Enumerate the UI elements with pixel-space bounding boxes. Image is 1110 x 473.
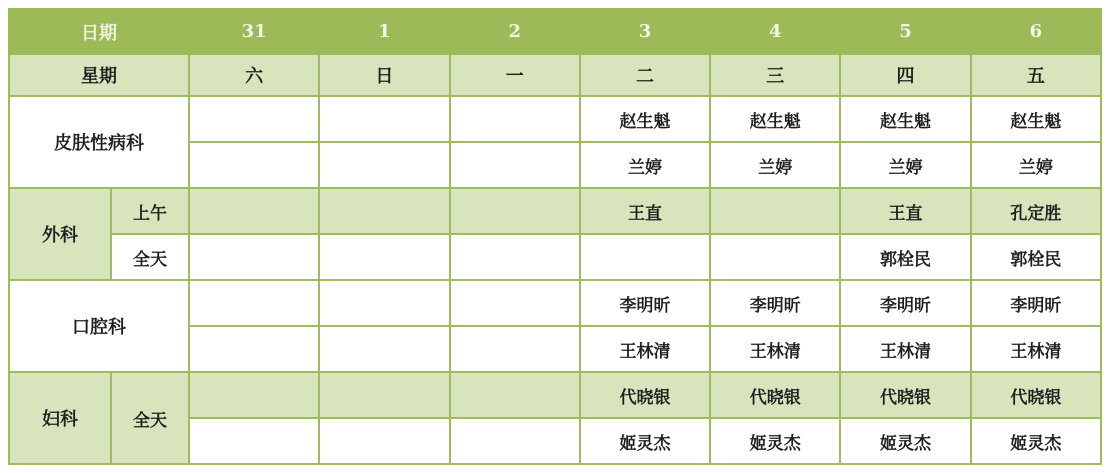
staff-cell: 王林清: [971, 326, 1101, 372]
staff-cell: 代晓银: [840, 372, 970, 418]
staff-cell: [450, 234, 580, 280]
department-cell: 妇科: [9, 372, 111, 464]
date-cell: 5: [840, 9, 970, 54]
staff-cell: 代晓银: [710, 372, 840, 418]
date-cell: 6: [971, 9, 1101, 54]
weekday-cell: 三: [710, 54, 840, 96]
staff-cell: [450, 96, 580, 142]
staff-cell: [450, 372, 580, 418]
staff-cell: [319, 96, 449, 142]
date-cell: 3: [580, 9, 710, 54]
staff-cell: [319, 372, 449, 418]
department-cell: 口腔科: [9, 280, 189, 372]
staff-cell: [189, 188, 319, 234]
weekday-cell: 日: [319, 54, 449, 96]
schedule-row: [9, 96, 1101, 142]
staff-cell: [450, 188, 580, 234]
period-cell: 全天: [111, 234, 189, 280]
staff-cell: 王林清: [580, 326, 710, 372]
staff-cell: 姬灵杰: [580, 418, 710, 464]
schedule-row: [9, 234, 1101, 280]
staff-cell: [189, 96, 319, 142]
staff-cell: 赵生魁: [580, 96, 710, 142]
schedule-row: [9, 280, 1101, 326]
staff-cell: [580, 234, 710, 280]
staff-cell: 赵生魁: [971, 96, 1101, 142]
staff-cell: 兰婷: [710, 142, 840, 188]
staff-cell: [189, 142, 319, 188]
staff-cell: [710, 234, 840, 280]
staff-cell: 姬灵杰: [840, 418, 970, 464]
date-header-row: [9, 9, 1101, 54]
staff-cell: 李明昕: [971, 280, 1101, 326]
staff-cell: [450, 142, 580, 188]
date-cell: 1: [319, 9, 449, 54]
weekday-cell: 二: [580, 54, 710, 96]
staff-cell: [319, 326, 449, 372]
staff-cell: [189, 234, 319, 280]
staff-cell: 代晓银: [971, 372, 1101, 418]
staff-cell: [319, 188, 449, 234]
staff-cell: [450, 418, 580, 464]
staff-cell: 兰婷: [840, 142, 970, 188]
date-cell: 31: [189, 9, 319, 54]
staff-cell: 王直: [580, 188, 710, 234]
weekday-cell: 四: [840, 54, 970, 96]
weekday-cell: 五: [971, 54, 1101, 96]
staff-cell: 兰婷: [580, 142, 710, 188]
staff-cell: [450, 326, 580, 372]
weekday-row: [9, 54, 1101, 96]
staff-cell: [319, 280, 449, 326]
staff-cell: 姬灵杰: [971, 418, 1101, 464]
staff-cell: 李明昕: [580, 280, 710, 326]
staff-cell: [319, 418, 449, 464]
staff-cell: 李明昕: [840, 280, 970, 326]
staff-cell: 孔定胜: [971, 188, 1101, 234]
staff-cell: 郭栓民: [971, 234, 1101, 280]
week-label-cell: 星期: [9, 54, 189, 96]
staff-cell: 李明昕: [710, 280, 840, 326]
period-cell: 全天: [111, 372, 189, 464]
duty-schedule-table: [8, 8, 1102, 465]
staff-cell: 赵生魁: [710, 96, 840, 142]
staff-cell: [319, 142, 449, 188]
schedule-row: [9, 188, 1101, 234]
staff-cell: 王直: [840, 188, 970, 234]
date-label-cell: 日期: [9, 9, 189, 54]
period-cell: 上午: [111, 188, 189, 234]
staff-cell: 王林清: [840, 326, 970, 372]
staff-cell: [189, 418, 319, 464]
department-cell: 皮肤性病科: [9, 96, 189, 188]
staff-cell: [189, 280, 319, 326]
staff-cell: 代晓银: [580, 372, 710, 418]
staff-cell: [189, 326, 319, 372]
staff-cell: [319, 234, 449, 280]
staff-cell: 郭栓民: [840, 234, 970, 280]
staff-cell: [710, 188, 840, 234]
staff-cell: 兰婷: [971, 142, 1101, 188]
staff-cell: 赵生魁: [840, 96, 970, 142]
staff-cell: 姬灵杰: [710, 418, 840, 464]
staff-cell: [450, 280, 580, 326]
schedule-row: [9, 372, 1101, 418]
weekday-cell: 一: [450, 54, 580, 96]
department-cell: 外科: [9, 188, 111, 280]
date-cell: 2: [450, 9, 580, 54]
date-cell: 4: [710, 9, 840, 54]
staff-cell: 王林清: [710, 326, 840, 372]
staff-cell: [189, 372, 319, 418]
weekday-cell: 六: [189, 54, 319, 96]
